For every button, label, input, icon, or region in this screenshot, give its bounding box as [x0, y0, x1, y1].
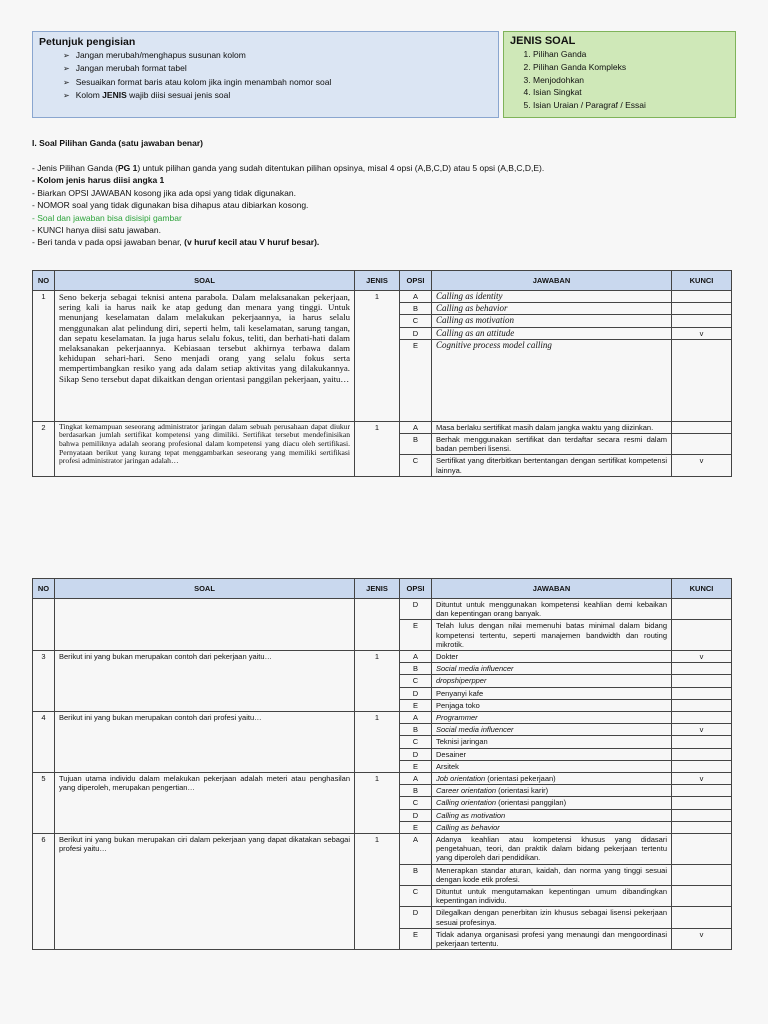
option-answer: Programmer: [432, 712, 672, 724]
option-letter: E: [400, 760, 432, 772]
table-row: [33, 651, 732, 663]
option-answer: Dituntut untuk menggunakan kompetensi keahlian demi kebaikan dan kepentingan orang banyak.: [432, 599, 672, 620]
option-key: [672, 599, 732, 620]
note-text: - Jenis Pilihan Ganda (: [32, 163, 118, 173]
question-text: Berikut ini yang bukan merupakan contoh dari pekerjaan yaitu…: [55, 651, 355, 712]
option-answer-italic: Career orientation: [436, 786, 497, 796]
section-notes: [32, 162, 732, 249]
option-letter: D: [400, 599, 432, 620]
option-answer: [432, 797, 672, 809]
option-answer: Arsitek: [432, 760, 672, 772]
question-table-1: [32, 270, 732, 477]
header-jawaban: JAWABAN: [432, 579, 672, 599]
question-type: 1: [355, 712, 400, 773]
question-type: 1: [355, 421, 400, 476]
option-answer: Calling as behavior: [432, 303, 672, 315]
option-answer: Social media influencer: [432, 724, 672, 736]
option-answer: Calling as behavior: [432, 821, 672, 833]
note-text: - Beri tanda v pada opsi jawaban benar,: [32, 237, 185, 248]
instructions-box: [32, 31, 499, 118]
question-type-item: 1. Pilihan Ganda: [533, 48, 729, 61]
option-answer: Calling as motivation: [432, 315, 672, 327]
question-text: Seno bekerja sebagai teknisi antena parabola. Dalam melaksanakan pekerjaan, sering kali ia harus naik ke atap gedung dan menara yang tinggi. Untuk menunjang keselamatan dalam melakukan pekerjaannya, ia harus selalu menggunakan alat pelindung diri, seperti helm, tali keselamatan, sarung tangan, dan sepatu keselamatan. Ia juga harus selalu fokus, teliti, dan berhati-hati dalam melaksanakan pekerjaannya. Kebiasaan tersebut akhirnya terbawa dalam kehidupan sehari-hari. Seno menjadi orang yang selalu fokus serta mempertimbangkan resiko yang ada dalam setiap aktivitas yang dilakukannya. Sikap Seno tersebut dapat dikaitkan dengan orientasi panggilan pekerjaan, yaitu…: [55, 291, 355, 422]
option-key: [672, 748, 732, 760]
note-line-green: - Soal dan jawaban bisa disisipi gambar: [32, 212, 182, 223]
option-key: [672, 675, 732, 687]
option-key: [672, 797, 732, 809]
option-key: [672, 760, 732, 772]
option-letter: C: [400, 455, 432, 476]
option-answer: Menerapkan standar aturan, kaidah, dan norma yang tinggi sesuai dengan kode etik profesi.: [432, 864, 672, 885]
option-letter: E: [400, 620, 432, 651]
note-line: - NOMOR soal yang tidak digunakan bisa dihapus atau dibiarkan kosong.: [32, 200, 309, 211]
option-key: [672, 620, 732, 651]
table-header-row: [33, 271, 732, 291]
note-bold: PG 1: [118, 163, 138, 173]
question-text: Berikut ini yang bukan merupakan ciri dalam pekerjaan yang dapat dikatakan sebagai profesi yaitu…: [55, 834, 355, 950]
option-answer: Cognitive process model calling: [432, 339, 672, 421]
option-key: [672, 434, 732, 455]
option-answer: Dokter: [432, 651, 672, 663]
option-answer: Sertifikat yang diterbitkan bertentangan dengan sertifikat kompetensi lainnya.: [432, 455, 672, 476]
question-type: 1: [355, 773, 400, 834]
option-letter: B: [400, 724, 432, 736]
option-letter: C: [400, 736, 432, 748]
option-key: [672, 687, 732, 699]
header-soal: SOAL: [55, 579, 355, 599]
option-letter: B: [400, 864, 432, 885]
option-key: [672, 663, 732, 675]
note-line: - Biarkan OPSI JAWABAN kosong jika ada opsi yang tidak digunakan.: [32, 187, 296, 198]
question-type: 1: [355, 651, 400, 712]
option-letter: A: [400, 291, 432, 303]
question-type-item: 4. Isian Singkat: [533, 86, 729, 99]
option-answer: Teknisi jaringan: [432, 736, 672, 748]
option-key: v: [672, 928, 732, 949]
option-key: [672, 303, 732, 315]
option-letter: E: [400, 821, 432, 833]
instructions-list: [39, 49, 492, 102]
question-number: 5: [33, 773, 55, 834]
option-key: [672, 886, 732, 907]
option-key: v: [672, 724, 732, 736]
question-types-box: [503, 31, 736, 118]
table-row: [33, 834, 732, 865]
option-key: [672, 736, 732, 748]
option-answer: Calling as an attitude: [432, 327, 672, 339]
section-title: I. Soal Pilihan Ganda (satu jawaban benar): [32, 138, 203, 148]
header-opsi: OPSI: [400, 579, 432, 599]
option-key: [672, 821, 732, 833]
header-jenis: JENIS: [355, 271, 400, 291]
option-letter: E: [400, 339, 432, 421]
option-answer: [432, 785, 672, 797]
header-soal: SOAL: [55, 271, 355, 291]
option-key: v: [672, 327, 732, 339]
option-letter: B: [400, 434, 432, 455]
table-row: [33, 291, 732, 303]
question-number: 2: [33, 421, 55, 476]
header-jawaban: JAWABAN: [432, 271, 672, 291]
option-key: [672, 699, 732, 711]
option-letter: B: [400, 663, 432, 675]
option-answer: Dilegalkan dengan penerbitan izin khusus sebagai lisensi pekerjaan sesuai profesinya.: [432, 907, 672, 928]
question-number: 4: [33, 712, 55, 773]
note-line: [32, 174, 732, 186]
question-number: 1: [33, 291, 55, 422]
question-text: Tujuan utama individu dalam melakukan pekerjaan adalah meteri atau penghasilan yang diperoleh, merupakan pengertian…: [55, 773, 355, 834]
table-header-row: [33, 579, 732, 599]
header-no: NO: [33, 579, 55, 599]
question-type-item: 3. Menjodohkan: [533, 74, 729, 87]
header-kunci: KUNCI: [672, 271, 732, 291]
option-letter: D: [400, 687, 432, 699]
option-answer: dropshiperpper: [432, 675, 672, 687]
option-answer: Telah lulus dengan nilai memenuhi batas minimal dalam bidang kompetensi tertentu, seperti manajemen bandwidth dan routing mikrotik.: [432, 620, 672, 651]
option-answer: Adanya keahlian atau kompetensi khusus yang didasari pengetahuan, teori, dan praktik dalam bidang pekerjaan tertentu yang diperoleh dari pendidikan.: [432, 834, 672, 865]
option-key: [672, 864, 732, 885]
instruction-item: ➢ Jangan merubah format tabel: [63, 62, 492, 75]
option-answer: Tidak adanya organisasi profesi yang menaungi dan mengoordinasi pekerjaan tertentu.: [432, 928, 672, 949]
table-row: [33, 599, 732, 620]
question-type-item: 2. Pilihan Ganda Kompleks: [533, 61, 729, 74]
option-letter: C: [400, 315, 432, 327]
option-key: v: [672, 773, 732, 785]
note-line: - KUNCI hanya diisi satu jawaban.: [32, 225, 161, 236]
option-key: [672, 712, 732, 724]
section-heading: [32, 137, 732, 149]
question-number: 3: [33, 651, 55, 712]
question-text: Tingkat kemampuan seseorang administrator jaringan dalam sebuah perusahaan dapat diukur berdasarkan jumlah sertifikat kompetensi yang dimiliki. Sertifikat tersebut mendefinisikan bahwa pemiliknya adalah seorang profesional dalam kompetensi yang diacu oleh sertifikasi. Pernyataan berikut yang kurang tepat menggambarkan seseorang yang memiliki sertifikasi profesi administrator jaringan adalah…: [55, 421, 355, 476]
note-line: [32, 162, 732, 174]
note-text: ) untuk pilihan ganda yang sudah ditentukan pilihan opsinya, misal 4 opsi (A,B,C,D) atau 5 opsi (A,B,C,D,E).: [137, 163, 545, 173]
option-key: v: [672, 455, 732, 476]
question-number: [33, 599, 55, 651]
table-row: [33, 421, 732, 433]
option-key: [672, 421, 732, 433]
table-row: [33, 712, 732, 724]
option-key: [672, 339, 732, 421]
option-key: [672, 907, 732, 928]
instruction-bold: JENIS: [102, 89, 127, 100]
option-key: [672, 809, 732, 821]
header-kunci: KUNCI: [672, 579, 732, 599]
option-answer: Social media influencer: [432, 663, 672, 675]
instructions-title: Petunjuk pengisian: [39, 36, 136, 48]
header-jenis: JENIS: [355, 579, 400, 599]
question-table-2: [32, 578, 732, 950]
option-letter: D: [400, 809, 432, 821]
note-bold: (v huruf kecil atau V huruf besar).: [184, 237, 320, 248]
question-types-list: [510, 48, 729, 112]
option-letter: A: [400, 421, 432, 433]
option-letter: D: [400, 748, 432, 760]
option-answer-italic: Calling orientation: [436, 798, 497, 808]
header-no: NO: [33, 271, 55, 291]
question-type: 1: [355, 291, 400, 422]
option-letter: A: [400, 712, 432, 724]
option-key: [672, 834, 732, 865]
option-letter: C: [400, 797, 432, 809]
option-answer: Calling as identity: [432, 291, 672, 303]
option-answer: Penjaga toko: [432, 699, 672, 711]
header-opsi: OPSI: [400, 271, 432, 291]
option-answer-rest: (orientasi karir): [496, 786, 549, 796]
option-letter: A: [400, 773, 432, 785]
instruction-item: ➢ Sesuaikan format baris atau kolom jika ingin menambah nomor soal: [63, 76, 492, 89]
question-text: [55, 599, 355, 651]
question-number: 6: [33, 834, 55, 950]
option-answer-italic: Job orientation: [436, 774, 486, 784]
question-text: Berikut ini yang bukan merupakan contoh dari profesi yaitu…: [55, 712, 355, 773]
question-types-title: JENIS SOAL: [510, 35, 576, 47]
option-answer: [432, 773, 672, 785]
instruction-text: wajib diisi sesuai jenis soal: [126, 89, 231, 100]
option-letter: B: [400, 785, 432, 797]
option-answer: Masa berlaku sertifikat masih dalam jangka waktu yang diizinkan.: [432, 421, 672, 433]
option-answer-rest: (orientasi pekerjaan): [485, 774, 556, 784]
option-key: v: [672, 651, 732, 663]
option-letter: E: [400, 699, 432, 711]
option-letter: A: [400, 651, 432, 663]
question-type: 1: [355, 834, 400, 950]
option-letter: B: [400, 303, 432, 315]
option-key: [672, 315, 732, 327]
instruction-item: [63, 89, 492, 102]
option-letter: A: [400, 834, 432, 865]
question-type: [355, 599, 400, 651]
option-answer: Penyanyi kafe: [432, 687, 672, 699]
option-answer: Berhak menggunakan sertifikat dan terdaftar secara resmi dalam badan pemberi lisensi.: [432, 434, 672, 455]
option-key: [672, 291, 732, 303]
option-answer: Dituntut untuk mengutamakan kepentingan umum dibandingkan kepentingan individu.: [432, 886, 672, 907]
option-letter: D: [400, 907, 432, 928]
instruction-text: Kolom: [75, 89, 103, 100]
instruction-item: ➢ Jangan merubah/menghapus susunan kolom: [63, 49, 492, 62]
note-bold: - Kolom jenis harus diisi angka 1: [32, 175, 165, 186]
option-letter: C: [400, 675, 432, 687]
table-row: [33, 773, 732, 785]
question-type-item: 5. Isian Uraian / Paragraf / Essai: [533, 99, 729, 112]
option-letter: E: [400, 928, 432, 949]
option-letter: C: [400, 886, 432, 907]
note-line: [32, 236, 732, 248]
option-answer-rest: (orientasi panggilan): [496, 798, 567, 808]
option-answer: Desainer: [432, 748, 672, 760]
option-key: [672, 785, 732, 797]
option-answer: Calling as motivation: [432, 809, 672, 821]
option-letter: D: [400, 327, 432, 339]
